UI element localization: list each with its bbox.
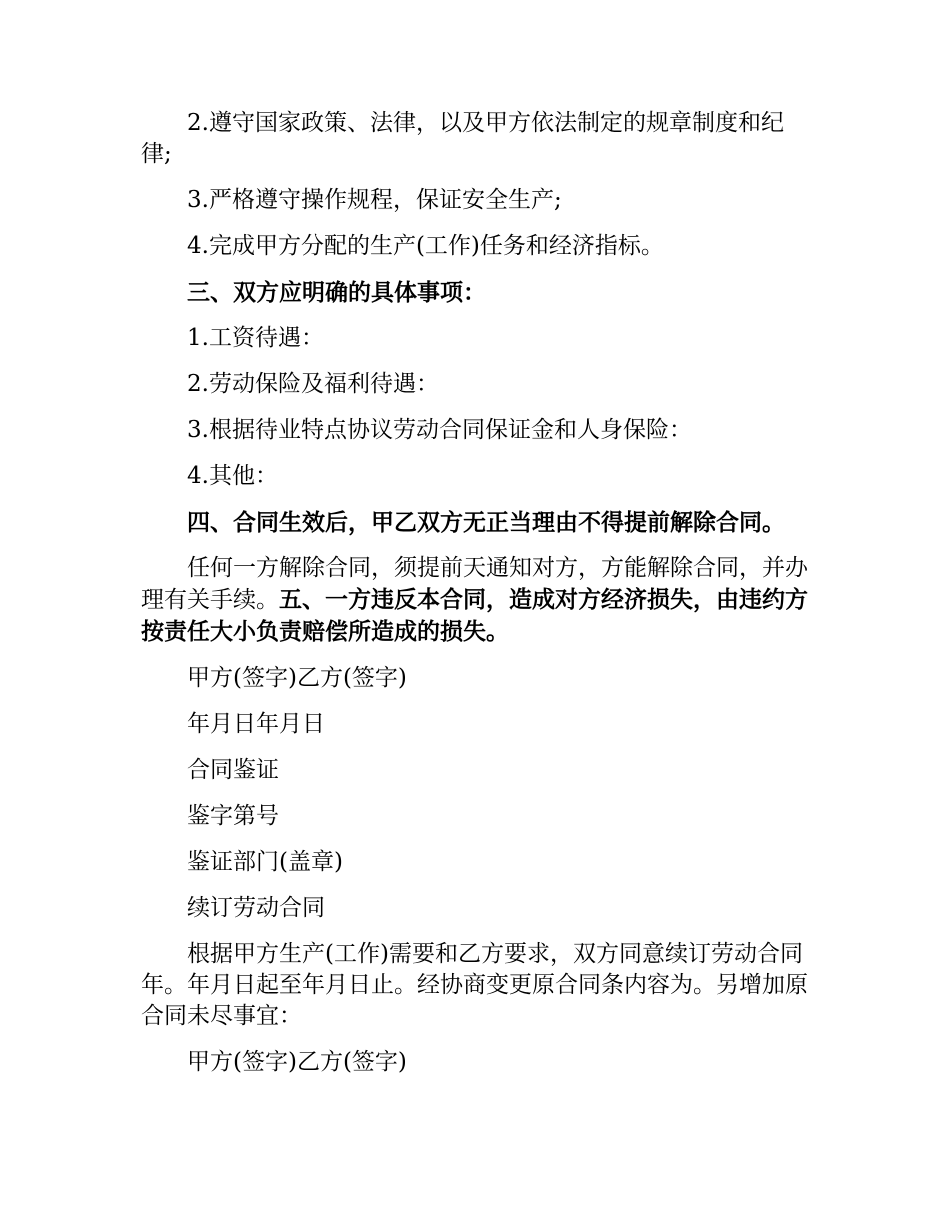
item-1-wages: 1.工资待遇：: [187, 325, 324, 351]
clause-2-compliance: 2.遵守国家政策、法律，以及甲方依法制定的规章制度和纪律;: [141, 110, 784, 167]
item-3-deposit: 3.根据待业特点协议劳动合同保证金和人身保险：: [187, 417, 692, 443]
renewal-title: 续订劳动合同: [187, 895, 325, 921]
verification-department: 鉴证部门(盖章): [187, 849, 343, 875]
clause-4-tasks: 4.完成甲方分配的生产(工作)任务和经济指标。: [187, 233, 664, 259]
termination-paragraph: [141, 553, 809, 648]
item-2-insurance: 2.劳动保险及福利待遇：: [187, 371, 439, 397]
renewal-signature-line: 甲方(签字)乙方(签字): [187, 1049, 407, 1075]
date-line: 年月日年月日: [187, 711, 325, 737]
verification-number: 鉴字第号: [187, 803, 279, 829]
document-body: [141, 108, 809, 1093]
section-5-heading: 五、一方违反本合同，造成对方经济损失，由违约方按责任大小负责赔偿所造成的损失。: [141, 586, 808, 645]
signature-line: 甲方(签字)乙方(签字): [187, 665, 407, 691]
section-4-heading: 四、合同生效后，甲乙双方无正当理由不得提前解除合同。: [187, 509, 785, 536]
renewal-paragraph: 根据甲方生产(工作)需要和乙方要求，双方同意续订劳动合同年。年月日起至年月日止。经协商变更原合同条内容为。另增加原合同未尽事宜：: [141, 941, 808, 1029]
clause-3-safety: 3.严格遵守操作规程，保证安全生产;: [187, 187, 562, 213]
contract-verification-title: 合同鉴证: [187, 757, 279, 783]
item-4-other: 4.其他：: [187, 463, 278, 489]
section-3-heading: 三、双方应明确的具体事项：: [187, 279, 486, 306]
termination-text: 任何一方解除合同，须提前天通知对方，方能解除合同，并办理有关手续。: [141, 555, 808, 613]
